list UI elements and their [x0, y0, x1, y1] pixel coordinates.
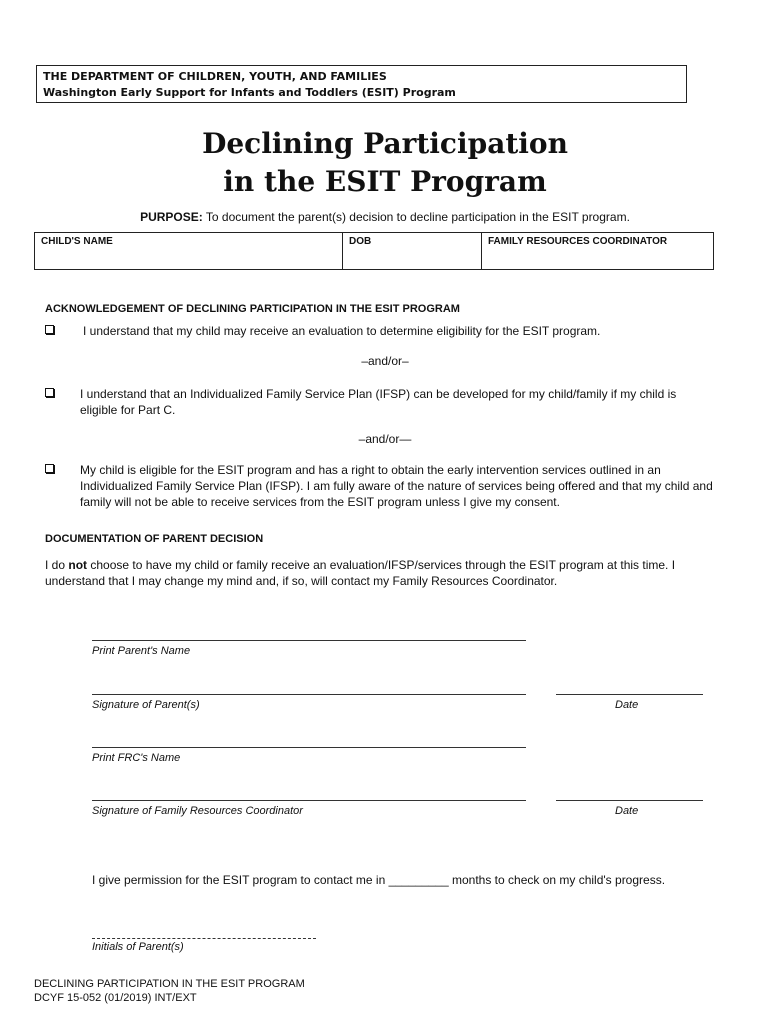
childs-name-label: CHILD'S NAME	[41, 236, 113, 247]
frc-label: FAMILY RESOURCES COORDINATOR	[488, 236, 668, 247]
footer-form-title: DECLINING PARTICIPATION IN THE ESIT PROGRAM	[34, 978, 305, 990]
title-line-2: in the ESIT Program	[223, 165, 547, 198]
dob-field[interactable]	[342, 233, 481, 269]
ack-item-evaluation: I understand that my child may receive an evaluation to determine eligibility for the ESIT program.	[83, 324, 601, 338]
checkbox-icon[interactable]	[45, 464, 54, 473]
initials-line[interactable]	[92, 938, 316, 939]
childs-name-field[interactable]	[35, 233, 342, 269]
and-or-separator: –and/or—	[358, 432, 412, 446]
frc-date-label: Date	[615, 805, 639, 817]
frc-date-line[interactable]	[556, 800, 703, 801]
months-blank[interactable]: _________	[388, 873, 449, 887]
purpose-text: To document the parent(s) decision to decline participation in the ESIT program.	[202, 210, 630, 224]
agency-header	[36, 65, 687, 103]
dob-label: DOB	[349, 236, 372, 247]
ack-item-services: My child is eligible for the ESIT program and has a right to obtain the early intervention services outlined in an Individualized Family Service Plan (IFSP). I am fully aware of the nature of services being offered and that my child and family will not be able to receive services from the ESIT program unless I give my consent.	[80, 463, 713, 509]
parent-date-label: Date	[615, 699, 639, 711]
department-name: THE DEPARTMENT OF CHILDREN, YOUTH, AND FAMILIES	[43, 70, 387, 83]
title-line-1: Declining Participation	[202, 127, 568, 160]
parent-date-line[interactable]	[556, 694, 703, 695]
documentation-heading: DOCUMENTATION OF PARENT DECISION	[45, 533, 264, 545]
print-frc-name-label: Print FRC's Name	[92, 752, 181, 764]
checkbox-icon[interactable]	[45, 388, 54, 397]
documentation-text-not: not	[68, 558, 88, 572]
frc-field[interactable]	[481, 233, 713, 269]
permission-text-pre: I give permission for the ESIT program to contact me in	[92, 873, 389, 887]
checkbox-icon[interactable]	[45, 325, 54, 334]
documentation-text-pre: I do	[45, 558, 69, 572]
child-info-table	[34, 232, 714, 270]
page-title	[0, 125, 770, 201]
documentation-text-post: choose to have my child or family receive an evaluation/IFSP/services through the ESIT program at this time. I understand that I may change my mind and, if so, will contact my Family Resources Coordinator.	[45, 558, 676, 588]
parent-signature-label: Signature of Parent(s)	[92, 699, 200, 711]
print-parent-name-label: Print Parent's Name	[92, 645, 191, 657]
and-or-separator: –and/or–	[361, 354, 409, 368]
permission-text-post: months to check on my child's progress.	[448, 873, 666, 887]
print-frc-name-line[interactable]	[92, 747, 526, 748]
footer-form-number: DCYF 15-052 (01/2019) INT/EXT	[34, 992, 197, 1004]
frc-signature-label: Signature of Family Resources Coordinator	[92, 805, 303, 817]
purpose-statement	[0, 210, 770, 224]
form-footer	[34, 977, 305, 1005]
frc-signature-line[interactable]	[92, 800, 526, 801]
program-name: Washington Early Support for Infants and Toddlers (ESIT) Program	[43, 86, 456, 99]
initials-label: Initials of Parent(s)	[92, 941, 184, 953]
contact-permission	[92, 872, 712, 888]
documentation-text	[45, 557, 720, 589]
purpose-label: PURPOSE:	[140, 210, 203, 224]
acknowledgement-heading: ACKNOWLEDGEMENT OF DECLINING PARTICIPATION IN THE ESIT PROGRAM	[45, 303, 460, 315]
print-parent-name-line[interactable]	[92, 640, 526, 641]
parent-signature-line[interactable]	[92, 694, 526, 695]
ack-item-ifsp: I understand that an Individualized Family Service Plan (IFSP) can be developed for my child/family if my child is eligible for Part C.	[80, 387, 677, 417]
